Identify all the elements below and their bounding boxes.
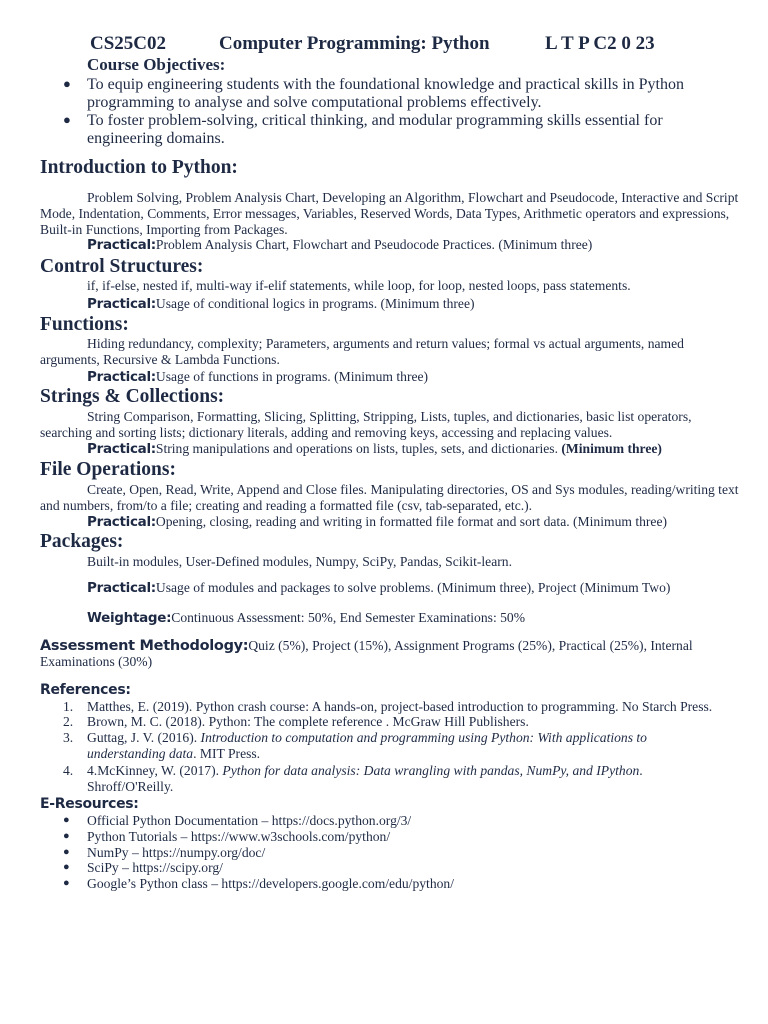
practical-text: String manipulations and operations on lists, tuples, sets, and dictionaries. — [155, 441, 562, 456]
weightage-text: Continuous Assessment: 50%, End Semester Examinations: 50% — [171, 610, 526, 625]
practical-label: Practical: — [87, 237, 156, 253]
reference-item-3 — [87, 730, 727, 762]
assessment-label: Assessment Methodology: — [40, 638, 249, 654]
reference-text: Brown, M. C. (2018). Python: The complete reference . McGraw Hill Publishers. — [87, 714, 529, 729]
section-text-intro: Problem Solving, Problem Analysis Chart, Developing an Algorithm, Flowchart and Pseudocode, Interactive and Script Mode, Indentation, Comments, Error messages, Variables, Reserved Words, Data Types, Arithmetic operators and expressions, Built-in Functions, Importing from Packages. — [40, 190, 739, 237]
section-text-strings: String Comparison, Formatting, Slicing, Splitting, Stripping, Lists, tuples, and dictionaries, basic list operators, searching and sorting lists; dictionary literals, adding and removing keys, accessing and replacing values. — [40, 409, 692, 440]
eresources-title: E-Resources: — [40, 796, 139, 812]
eresource-item-2: Python Tutorials – https://www.w3schools.com/python/ — [87, 829, 391, 844]
section-heading-control: Control Structures: — [40, 256, 204, 277]
references-title: References: — [40, 682, 131, 698]
section-text-functions: Hiding redundancy, complexity; Parameters, arguments and return values; formal vs actual arguments, named arguments, Recursive & Lambda Functions. — [40, 336, 684, 367]
course-ltpc: L T P C2 0 23 — [545, 33, 655, 54]
course-title: Computer Programming: Python — [219, 33, 490, 54]
reference-text: Matthes, E. (2019). Python crash course: A hands-on, project-based introduction to programming. No Starch Press. — [87, 699, 713, 714]
practical-text: Usage of functions in programs. (Minimum three) — [155, 369, 429, 384]
reference-publisher: . MIT Press. — [193, 746, 261, 761]
assessment-methodology — [40, 638, 740, 670]
reference-item-1 — [87, 699, 727, 715]
section-heading-files: File Operations: — [40, 459, 176, 480]
bullet-icon: ● — [63, 877, 70, 889]
bullet-icon: ● — [63, 112, 71, 127]
practical-intro — [87, 237, 592, 253]
practical-label: Practical: — [87, 580, 156, 596]
practical-files — [87, 514, 667, 530]
section-text-control: if, if-else, nested if, multi-way if-elif statements, while loop, for loop, nested loops, pass statements. — [87, 278, 631, 293]
practical-text: Problem Analysis Chart, Flowchart and Pseudocode Practices. (Minimum three) — [155, 237, 593, 252]
bullet-icon: ● — [63, 861, 70, 873]
practical-control — [87, 296, 475, 312]
section-text-files: Create, Open, Read, Write, Append and Close files. Manipulating directories, OS and Sys modules, reading/writing text and numbers, from/to a file; creating and reading a formatted file (csv, tab-separated, etc.). — [40, 482, 739, 513]
weightage-label: Weightage: — [87, 610, 172, 626]
section-heading-intro: Introduction to Python: — [40, 157, 238, 178]
bullet-icon: ● — [63, 814, 70, 826]
eresource-item-1: Official Python Documentation – https://docs.python.org/3/ — [87, 813, 412, 828]
practical-packages — [87, 580, 670, 596]
bullet-icon: ● — [63, 846, 70, 858]
bullet-icon: ● — [63, 830, 70, 842]
objectives-title: Course Objectives: — [87, 55, 226, 74]
practical-label: Practical: — [87, 296, 156, 312]
weightage — [87, 610, 525, 626]
reference-number: 1. — [63, 699, 74, 714]
practical-text: Usage of conditional logics in programs. (Minimum three) — [155, 296, 475, 311]
objective-item-1: To equip engineering students with the foundational knowledge and practical skills in Python programming to analyse and solve computational problems effectively. — [87, 76, 684, 111]
course-code: CS25C02 — [90, 33, 167, 54]
section-heading-strings: Strings & Collections: — [40, 386, 225, 407]
reference-item-4 — [87, 763, 727, 795]
reference-number: 2. — [63, 714, 74, 729]
section-text-packages: Built-in modules, User-Defined modules, Numpy, SciPy, Pandas, Scikit-learn. — [87, 554, 512, 569]
reference-title: Python for data analysis: Data wrangling with pandas, NumPy, and IPython — [222, 763, 640, 778]
eresource-item-4: SciPy – https://scipy.org/ — [87, 860, 223, 875]
bullet-icon: ● — [63, 76, 71, 91]
practical-functions — [87, 369, 428, 385]
practical-minimum: (Minimum three) — [561, 441, 662, 456]
practical-strings — [87, 441, 662, 457]
eresource-item-3: NumPy – https://numpy.org/doc/ — [87, 845, 266, 860]
reference-text: 4.McKinney, W. (2017). — [87, 763, 223, 778]
reference-item-2 — [87, 714, 727, 730]
section-heading-functions: Functions: — [40, 314, 129, 335]
practical-text: Opening, closing, reading and writing in formatted file format and sort data. (Minimum three) — [155, 514, 668, 529]
reference-text: Guttag, J. V. (2016). — [87, 730, 201, 745]
objective-item-2: To foster problem-solving, critical thinking, and modular programming skills essential for engineering domains. — [87, 112, 663, 147]
reference-number: 4. — [63, 763, 74, 778]
reference-publisher: . Shroff/O'Reilly. — [87, 763, 643, 794]
eresource-item-5: Google’s Python class – https://developers.google.com/edu/python/ — [87, 876, 454, 891]
reference-number: 3. — [63, 730, 74, 745]
reference-title: Introduction to computation and programming using Python: With applications to understanding data — [87, 730, 647, 761]
practical-label: Practical: — [87, 514, 156, 530]
practical-label: Practical: — [87, 369, 156, 385]
practical-text: Usage of modules and packages to solve problems. (Minimum three), Project (Minimum Two) — [155, 580, 671, 595]
section-heading-packages: Packages: — [40, 531, 124, 552]
practical-label: Practical: — [87, 441, 156, 457]
assessment-text: Quiz (5%), Project (15%), Assignment Programs (25%), Practical (25%), Internal Examinations (30%) — [40, 638, 693, 669]
